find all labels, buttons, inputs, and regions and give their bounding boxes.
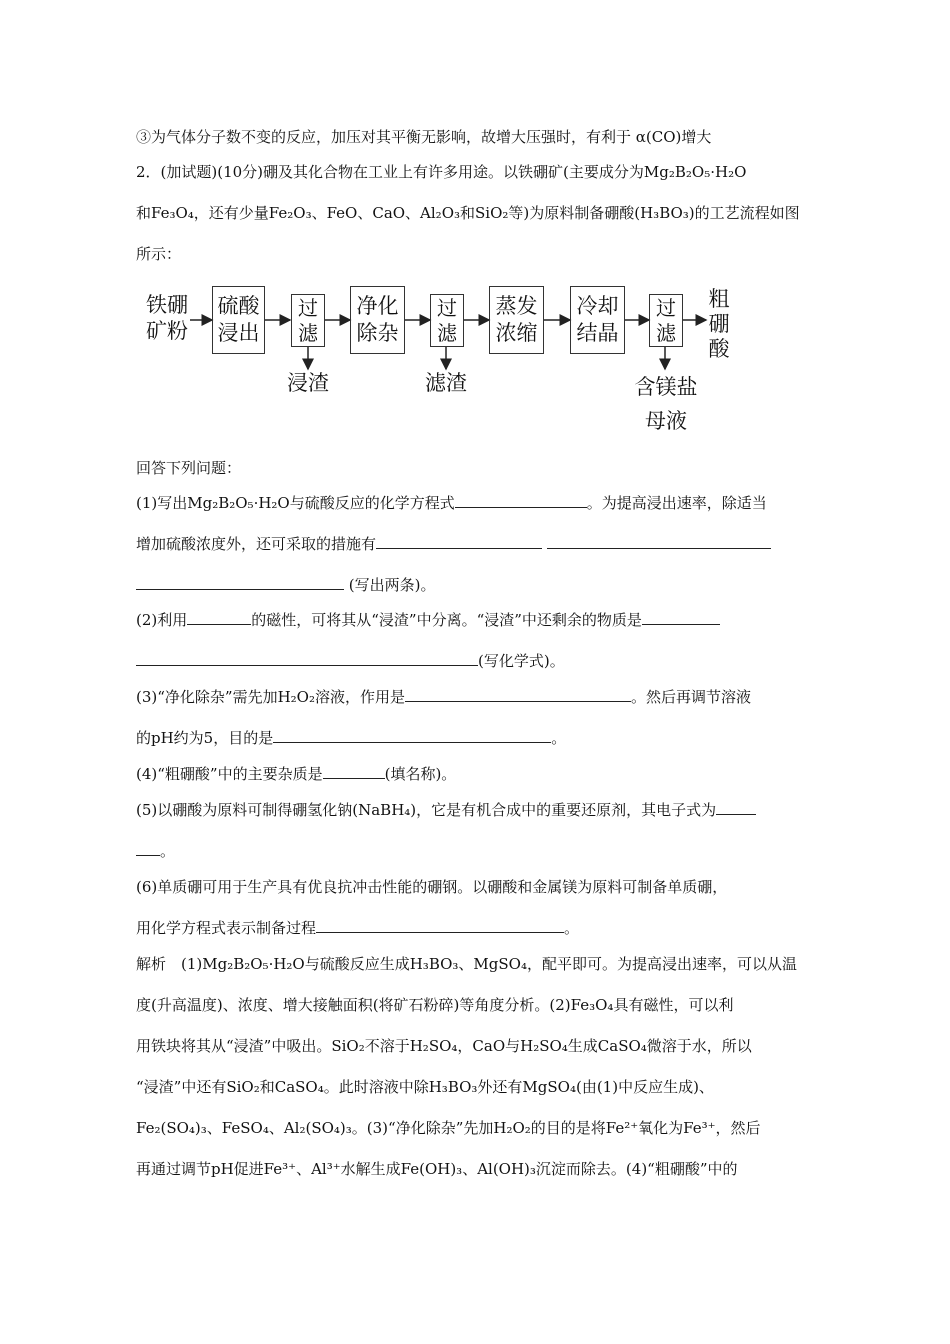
answer-blank — [136, 841, 160, 856]
answer-blank — [405, 687, 631, 702]
flow-start-iron-boron-ore: 铁硼 矿粉 — [146, 293, 188, 343]
analysis-line-6: 再通过调节pH促进Fe³⁺、Al³⁺水解生成Fe(OH)₃、Al(OH)₃沉淀而除去。(4)“粗硼酸”中的 — [136, 1160, 738, 1178]
question-5-line-1: (5)以硼酸为原料可制得硼氢化钠(NaBH₄)，它是有机合成中的重要还原剂，其电子式为 — [136, 799, 756, 821]
answer-blank — [376, 534, 542, 549]
question-1-line-1: (1)写出Mg₂B₂O₅·H₂O与硫酸反应的化学方程式 。为提高浸出速率，除适当 — [136, 494, 767, 512]
answer-blank — [323, 764, 385, 779]
answer-blank — [716, 800, 756, 815]
analysis-line-4: “浸渣”中还有SiO₂和CaSO₄。此时溶液中除H₃BO₃外还有MgSO₄(由(1)中反应生成)、 — [136, 1078, 714, 1096]
flow-arrows — [0, 0, 950, 440]
question-2-intro-2: 和Fe₃O₄，还有少量Fe₂O₃、FeO、CaO、Al₂O₃和SiO₂等)为原料制备硼酸(H₃BO₃)的工艺流程如图 — [136, 204, 800, 222]
flow-step-evaporate: 蒸发 浓缩 — [489, 286, 544, 354]
question-5-line-2: 。 — [136, 840, 175, 862]
question-4: (4)“粗硼酸”中的主要杂质是 (填名称)。 — [136, 765, 457, 783]
answer-blank — [273, 728, 551, 743]
analysis-line-5: Fe₂(SO₄)₃、FeSO₄、Al₂(SO₄)₃。(3)“净化除杂”先加H₂O₂的目的是将Fe²⁺氧化为Fe³⁺，然后 — [136, 1119, 761, 1137]
flow-output-filter-residue: 滤渣 — [425, 371, 467, 395]
flow-output-mother-liquor: 含镁盐 母液 — [634, 375, 698, 433]
flow-step-cool-crystallize: 冷却 结晶 — [570, 286, 625, 354]
question-6-line-1: (6)单质硼可用于生产具有优良抗冲击性能的硼钢。以硼酸和金属镁为原料可制备单质硼， — [136, 878, 728, 896]
question-6-line-2: 用化学方程式表示制备过程 。 — [136, 919, 580, 937]
answer-blank — [136, 651, 478, 666]
question-2-intro-3: 所示： — [136, 245, 182, 263]
flow-end-crude-boric-acid: 粗 硼 酸 — [708, 287, 730, 361]
analysis-line-1: 解析 (1)Mg₂B₂O₅·H₂O与硫酸反应生成H₃BO₃、MgSO₄，配平即可。为提高浸出速率，可以从温 — [136, 955, 797, 973]
question-3-line-1: (3)“净化除杂”需先加H₂O₂溶液，作用是 。然后再调节溶液 — [136, 688, 752, 706]
question-2-line-1: (2)利用 的磁性，可将其从“浸渣”中分离。“浸渣”中还剩余的物质是 — [136, 609, 720, 631]
answer-blank — [547, 534, 771, 549]
question-1-line-2: 增加硫酸浓度外，还可采取的措施有 — [136, 533, 771, 555]
flow-output-leach-residue: 浸渣 — [287, 371, 329, 395]
question-2-intro-1: 2．(加试题)(10分)硼及其化合物在工业上有许多用途。以铁硼矿(主要成分为Mg₂B₂O₅·H₂O — [136, 163, 747, 181]
flow-step-acid-leach: 硫酸 浸出 — [212, 286, 265, 354]
answer-blank — [455, 493, 587, 508]
flow-step-filter-1: 过 滤 — [291, 294, 325, 347]
analysis-line-2: 度(升高温度)、浓度、增大接触面积(将矿石粉碎)等角度分析。(2)Fe₃O₄具有磁性，可以利 — [136, 996, 734, 1014]
text-line-1: ③为气体分子数不变的反应，加压对其平衡无影响，故增大压强时，有利于 α(CO)增大 — [136, 128, 712, 146]
answer-blank — [316, 918, 564, 933]
answer-blank — [642, 610, 720, 625]
questions-heading: 回答下列问题： — [136, 459, 242, 477]
flow-step-purify: 净化 除杂 — [350, 286, 405, 354]
question-1-line-3: (写出两条)。 — [136, 574, 436, 596]
answer-blank — [136, 575, 344, 590]
flow-step-filter-3: 过 滤 — [649, 294, 683, 347]
answer-blank — [187, 610, 251, 625]
question-2-line-2: (写化学式)。 — [136, 650, 565, 672]
question-3-line-2: 的pH约为5，目的是 。 — [136, 729, 567, 747]
flow-step-filter-2: 过 滤 — [430, 294, 464, 347]
analysis-line-3: 用铁块将其从“浸渣”中吸出。SiO₂不溶于H₂SO₄，CaO与H₂SO₄生成CaSO₄微溶于水，所以 — [136, 1037, 752, 1055]
